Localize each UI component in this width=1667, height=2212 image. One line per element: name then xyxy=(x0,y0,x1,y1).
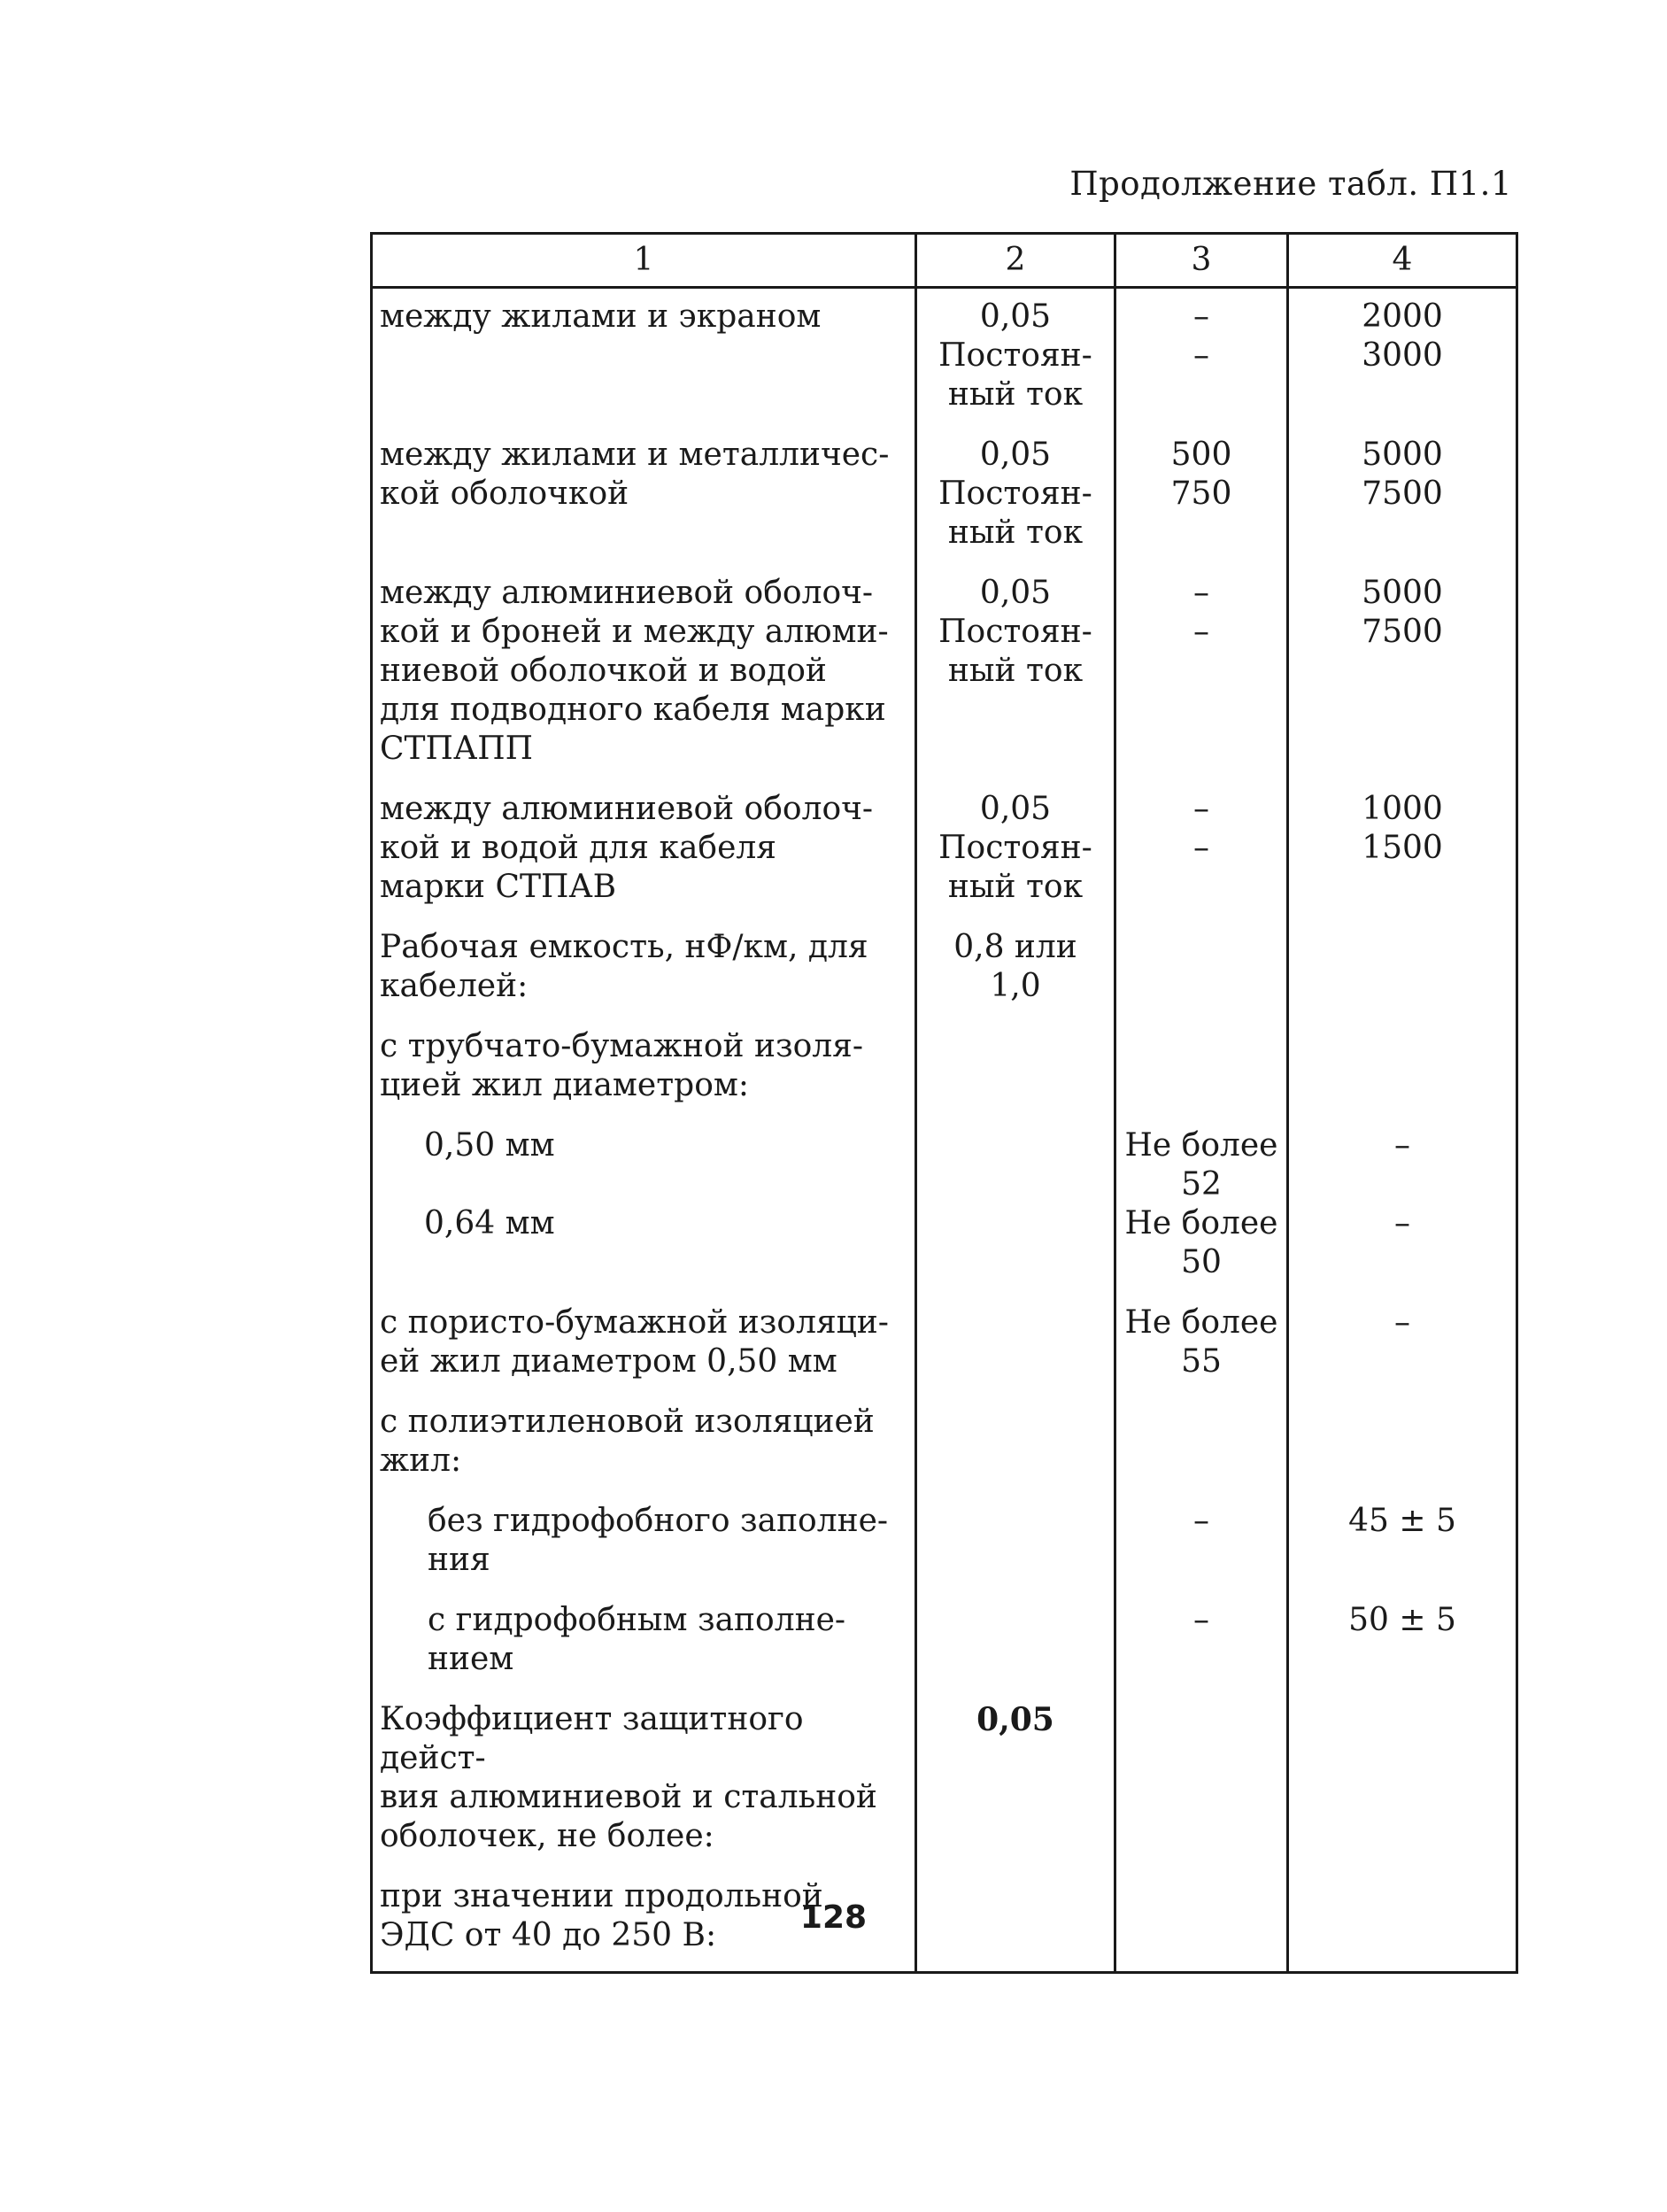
table-cell-col2 xyxy=(916,1118,1115,1295)
cell-line: 50 ± 5 xyxy=(1348,1602,1456,1638)
cell-line: с полиэтиленовой изоляцией xyxy=(380,1404,875,1440)
cell-line: – xyxy=(1193,614,1209,650)
cell-line: 1500 xyxy=(1362,830,1443,866)
cell-line: 5000 xyxy=(1362,437,1443,473)
table-row xyxy=(372,427,1517,565)
cell-line: жил: xyxy=(380,1442,462,1479)
cell-line: при значении продольной xyxy=(380,1878,823,1914)
table-row xyxy=(372,1295,1517,1394)
table-cell-col3 xyxy=(1115,1118,1288,1295)
cell-line: ей жил диаметром 0,50 мм xyxy=(380,1343,837,1380)
cell-line: без гидрофобного заполне- xyxy=(428,1503,889,1539)
cell-line: 1,0 xyxy=(990,968,1041,1004)
table-cell-col2 xyxy=(916,1394,1115,1493)
table-cell-col3 xyxy=(1115,1394,1288,1493)
cell-line: Рабочая емкость, нФ/км, для xyxy=(380,929,868,965)
cell-line: между алюминиевой оболоч- xyxy=(380,575,874,611)
cell-line: 7500 xyxy=(1362,476,1443,512)
data-table xyxy=(370,232,1518,1974)
cell-line: оболочек, не более: xyxy=(380,1818,714,1854)
table-cell-col3 xyxy=(1115,781,1288,919)
cell-line: кой и броней и между алюми- xyxy=(380,614,889,650)
cell-line xyxy=(424,1165,907,1204)
table-cell-col2 xyxy=(916,288,1115,428)
table-cell-col3 xyxy=(1115,1295,1288,1394)
cell-line: ный ток xyxy=(947,653,1084,689)
cell-line: 750 xyxy=(1170,476,1232,512)
table-row xyxy=(372,288,1517,428)
cell-line: нием xyxy=(428,1641,514,1677)
table-cell-col2 xyxy=(916,1592,1115,1691)
table-cell-col1 xyxy=(372,1018,916,1118)
cell-line: с гидрофобным заполне- xyxy=(428,1602,846,1638)
table-cell-col4 xyxy=(1288,1118,1517,1295)
cell-line: – xyxy=(1193,830,1209,866)
cell-line: Не более xyxy=(1124,1127,1278,1164)
table-cell-col2 xyxy=(916,919,1115,1018)
cell-line: между жилами и металличес- xyxy=(380,437,890,473)
table-cell-col2 xyxy=(916,1295,1115,1394)
table-cell-col2 xyxy=(916,1691,1115,1868)
cell-line: 52 xyxy=(1181,1166,1222,1203)
table-row xyxy=(372,1493,1517,1592)
cell-line: ный ток xyxy=(947,514,1084,551)
table-cell-col3 xyxy=(1115,1018,1288,1118)
cell-line: – xyxy=(1193,1503,1209,1539)
cell-line xyxy=(1296,1165,1509,1204)
table-header-row xyxy=(372,234,1517,288)
table-body xyxy=(372,288,1517,1973)
cell-line: – xyxy=(1394,1127,1410,1164)
cell-line: 0,05 xyxy=(979,298,1052,335)
cell-line: Постоян- xyxy=(938,830,1092,866)
table-cell-col1 xyxy=(372,919,916,1018)
table-row xyxy=(372,565,1517,781)
table-cell-col2 xyxy=(916,1018,1115,1118)
table-row xyxy=(372,781,1517,919)
table-cell-col1 xyxy=(372,1691,916,1868)
cell-line: 5000 xyxy=(1362,575,1443,611)
table-cell-col1 xyxy=(372,1295,916,1394)
cell-line: 0,64 мм xyxy=(424,1205,555,1241)
table-cell-col1 xyxy=(372,427,916,565)
cell-line: цией жил диаметром: xyxy=(380,1067,750,1103)
table-cell-col4 xyxy=(1288,781,1517,919)
table-cell-col1 xyxy=(372,1592,916,1691)
table-row xyxy=(372,1118,1517,1295)
table-cell-col4 xyxy=(1288,919,1517,1018)
cell-line: ный ток xyxy=(947,376,1084,413)
cell-line: – xyxy=(1193,337,1209,374)
cell-line: – xyxy=(1394,1205,1410,1241)
cell-line: кой и водой для кабеля xyxy=(380,830,776,866)
cell-line: для подводного кабеля марки xyxy=(380,692,886,728)
table-caption: Продолжение табл. П1.1 xyxy=(1069,165,1512,203)
cell-line: – xyxy=(1193,1602,1209,1638)
cell-line: Постоян- xyxy=(938,337,1092,374)
cell-line: 7500 xyxy=(1362,614,1443,650)
table-cell-col2 xyxy=(916,427,1115,565)
table-row xyxy=(372,919,1517,1018)
table-cell-col2 xyxy=(916,781,1115,919)
table-cell-col3 xyxy=(1115,1592,1288,1691)
cell-line: между жилами и экраном xyxy=(380,298,822,335)
cell-line: 55 xyxy=(1181,1343,1222,1380)
cell-line: Постоян- xyxy=(938,476,1092,512)
cell-line: Коэффициент защитного дейст- xyxy=(380,1701,804,1776)
cell-line: Постоян- xyxy=(938,614,1092,650)
table-cell-col3 xyxy=(1115,427,1288,565)
cell-line: с трубчато-бумажной изоля- xyxy=(380,1028,864,1064)
cell-line: с пористо-бумажной изоляци- xyxy=(380,1304,889,1341)
cell-line: – xyxy=(1193,298,1209,335)
cell-line: 2000 xyxy=(1362,298,1443,335)
table-cell-col3 xyxy=(1115,565,1288,781)
cell-line: ния xyxy=(428,1542,490,1578)
cell-line: ниевой оболочкой и водой xyxy=(380,653,827,689)
table-cell-col4 xyxy=(1288,1018,1517,1118)
table-cell-col1 xyxy=(372,288,916,428)
cell-line: Не более xyxy=(1124,1205,1278,1241)
cell-line: ЭДС от 40 до 250 В: xyxy=(380,1917,717,1953)
table-cell-col3 xyxy=(1115,1691,1288,1868)
table-cell-col4 xyxy=(1288,427,1517,565)
table-cell-col3 xyxy=(1115,1493,1288,1592)
table-row xyxy=(372,1018,1517,1118)
table-row xyxy=(372,1394,1517,1493)
table-row xyxy=(372,1691,1517,1868)
cell-line: 0,50 мм xyxy=(424,1127,555,1164)
cell-line: Не более xyxy=(1124,1304,1278,1341)
cell-line: 1000 xyxy=(1362,791,1443,827)
cell-line: – xyxy=(1193,575,1209,611)
table-cell-col1 xyxy=(372,781,916,919)
table-cell-col4 xyxy=(1288,1394,1517,1493)
cell-line: ный ток xyxy=(947,869,1084,905)
cell-line: 500 xyxy=(1170,437,1232,473)
table-cell-col1 xyxy=(372,1394,916,1493)
cell-line: вия алюминиевой и стальной xyxy=(380,1779,877,1815)
cell-line: 3000 xyxy=(1362,337,1443,374)
cell-line: СТПАПП xyxy=(380,731,534,767)
cell-line: марки СТПАВ xyxy=(380,869,617,905)
column-header-4: 4 xyxy=(1288,234,1517,288)
table-cell-col3 xyxy=(1115,919,1288,1018)
table-cell-col1 xyxy=(372,1118,916,1295)
table-cell-col4 xyxy=(1288,565,1517,781)
table-row xyxy=(372,1592,1517,1691)
table-cell-col2 xyxy=(916,565,1115,781)
table-cell-col1 xyxy=(372,565,916,781)
column-header-3: 3 xyxy=(1115,234,1288,288)
cell-line: – xyxy=(1394,1304,1410,1341)
table-cell-col1 xyxy=(372,1493,916,1592)
cell-line: 45 ± 5 xyxy=(1348,1503,1456,1539)
cell-line: 0,05 xyxy=(979,575,1052,611)
cell-line: 50 xyxy=(1181,1244,1222,1280)
table-cell-col4 xyxy=(1288,1295,1517,1394)
table-cell-col4 xyxy=(1288,1493,1517,1592)
cell-line: кабелей: xyxy=(380,968,529,1004)
table-cell-col4 xyxy=(1288,1691,1517,1868)
cell-line: кой оболочкой xyxy=(380,476,629,512)
page-number: 128 xyxy=(799,1899,868,1936)
table-cell-col3 xyxy=(1115,288,1288,428)
column-header-2: 2 xyxy=(916,234,1115,288)
cell-line: 0,05 xyxy=(979,791,1052,827)
cell-line: между алюминиевой оболоч- xyxy=(380,791,874,827)
cell-line: 0,05 xyxy=(976,1701,1054,1738)
cell-line: 0,05 xyxy=(979,437,1052,473)
cell-line: 0,8 или xyxy=(953,929,1077,965)
table-cell-col4 xyxy=(1288,288,1517,428)
cell-line: – xyxy=(1193,791,1209,827)
table-cell-col2 xyxy=(916,1493,1115,1592)
table-cell-col4 xyxy=(1288,1592,1517,1691)
column-header-1: 1 xyxy=(372,234,916,288)
